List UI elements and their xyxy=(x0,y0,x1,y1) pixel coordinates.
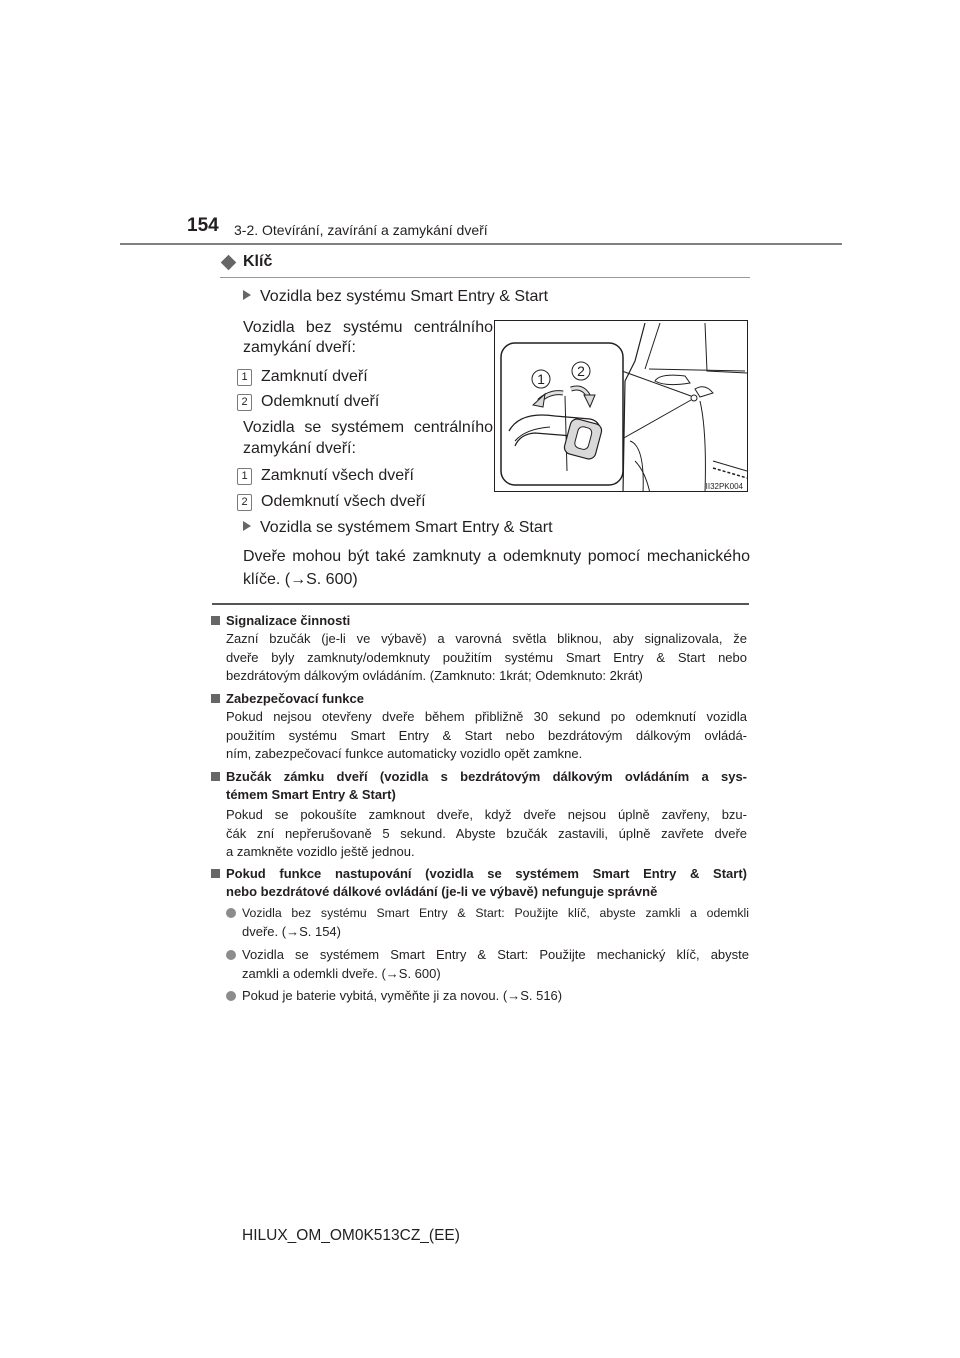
smart-entry-text: Dveře mohou být také zamknuty a odemknuty pomocí mechanického xyxy=(243,548,750,565)
triangle-icon xyxy=(243,290,251,300)
list-item-text: Zamknutí všech dveří xyxy=(261,467,414,484)
triangle-icon xyxy=(243,521,251,531)
document-code: HILUX_OM_OM0K513CZ_(EE) xyxy=(242,1227,460,1244)
note-heading-text: Zabezpečovací funkce xyxy=(226,691,364,706)
number-badge: 2 xyxy=(237,494,252,511)
list-item xyxy=(237,391,379,413)
subheading-smart-entry xyxy=(243,517,553,539)
note-heading-line2: nebo bezdrátové dálkové ovládání (je-li ve výbavě) nefunguje správně xyxy=(226,884,658,899)
note-line: ním, zabezpečovací funkce automaticky vozidlo opět zamkne. xyxy=(226,746,583,761)
list-item xyxy=(226,946,749,983)
note-heading-text: Pokud funkce nastupování (vozidla se systémem Smart Entry & Start) xyxy=(226,866,747,881)
list-item-text: Odemknutí všech dveří xyxy=(261,493,426,510)
notes-divider xyxy=(212,603,749,605)
note-line: Pokud se pokoušíte zamknout dveře, když dveře nejsou úplně zavřeny, bzu- xyxy=(226,807,747,822)
bullet-line: Vozidla bez systému Smart Entry & Start: Použijte klíč, abyste zamkli a odemkli xyxy=(242,906,749,920)
page-number: 154 xyxy=(187,215,219,236)
bullet-line: dveře. (→S. 154) xyxy=(242,923,341,939)
chapter-title: 3-2. Otevírání, zavírání a zamykání dveří xyxy=(234,222,488,238)
circle-bullet-icon xyxy=(226,950,236,960)
key-door-illustration xyxy=(494,320,748,492)
note-heading xyxy=(211,612,350,629)
bullet-line: Pokud je baterie vybitá, vyměňte ji za novou. (→S. 516) xyxy=(242,988,563,1003)
list-item-text: Zamknutí dveří xyxy=(261,368,368,385)
note-line: Zazní bzučák (je-li ve výbavě) a varovná světla bliknou, aby signalizovala, že xyxy=(226,631,747,646)
subheading-text: Vozidla bez systému Smart Entry & Start xyxy=(260,288,549,305)
list-item-text: Odemknutí dveří xyxy=(261,393,380,410)
illustration-label-2: 2 xyxy=(577,363,585,379)
header-divider xyxy=(120,243,842,245)
list-item xyxy=(226,987,749,1006)
note-line: čák zní nepřerušovaně 5 sekund. Abyste bzučák zastavili, úplně zavřete dveře xyxy=(226,825,747,841)
square-bullet-icon xyxy=(211,694,220,703)
note-heading-text: Signalizace činnosti xyxy=(226,613,351,628)
square-bullet-icon xyxy=(211,772,220,781)
note-heading-text: Bzučák zámku dveří (vozidla s bezdrátovým dálkovým ovládáním a sys- xyxy=(226,769,747,784)
list-item xyxy=(226,904,749,941)
circle-bullet-icon xyxy=(226,908,236,918)
square-bullet-icon xyxy=(211,616,220,625)
subheading-text: Vozidla se systémem Smart Entry & Start xyxy=(260,519,553,536)
note-line: bezdrátovým dálkovým ovládáním. (Zamknuto: 1krát; Odemknuto: 2krát) xyxy=(226,668,643,683)
note-line: použitím systému Smart Entry & Start nebo bezdrátovým dálkovým ovládá- xyxy=(226,727,747,743)
number-badge: 1 xyxy=(237,468,252,485)
category-central-locking-line2: zamykání dveří: xyxy=(243,440,356,457)
category-central-locking: Vozidla se systémem centrálního xyxy=(243,419,493,436)
note-heading-line2: témem Smart Entry & Start) xyxy=(226,787,396,802)
square-bullet-icon xyxy=(211,869,220,878)
section-divider xyxy=(220,277,750,278)
note-line: dveře byly zamknuty/odemknuty použitím systému Smart Entry & Start nebo xyxy=(226,649,747,665)
note-body xyxy=(226,630,747,686)
number-badge: 1 xyxy=(237,369,252,386)
note-heading xyxy=(211,865,747,882)
list-item xyxy=(237,491,426,513)
note-heading xyxy=(211,768,747,785)
bullet-line: zamkli a odemkli dveře. (→S. 600) xyxy=(242,965,441,981)
subheading-no-smart-entry xyxy=(243,286,548,308)
smart-entry-text-line2: klíče. (→S. 600) xyxy=(243,571,358,588)
car-door-key-drawing xyxy=(495,321,748,492)
note-line: Pokud nejsou otevřeny dveře během přibližně 30 sekund po odemknutí vozidla xyxy=(226,709,747,724)
illustration-label-1: 1 xyxy=(537,371,545,387)
section-heading xyxy=(220,253,272,271)
note-line: a zamkněte vozidlo ještě jednou. xyxy=(226,844,415,859)
category-no-central-locking: Vozidla bez systému centrálního xyxy=(243,319,493,336)
note-body xyxy=(226,806,747,862)
section-title: Klíč xyxy=(243,253,273,270)
bullet-line: Vozidla se systémem Smart Entry & Start: Použijte mechanický klíč, abyste xyxy=(242,947,749,962)
note-heading xyxy=(211,690,364,707)
list-item xyxy=(237,465,414,487)
list-item xyxy=(237,366,368,388)
circle-bullet-icon xyxy=(226,991,236,1001)
diamond-icon xyxy=(221,254,237,270)
illustration-code: II32PK004 xyxy=(705,482,743,491)
number-badge: 2 xyxy=(237,394,252,411)
category-no-central-locking-line2: zamykání dveří: xyxy=(243,339,356,356)
note-body xyxy=(226,708,747,764)
